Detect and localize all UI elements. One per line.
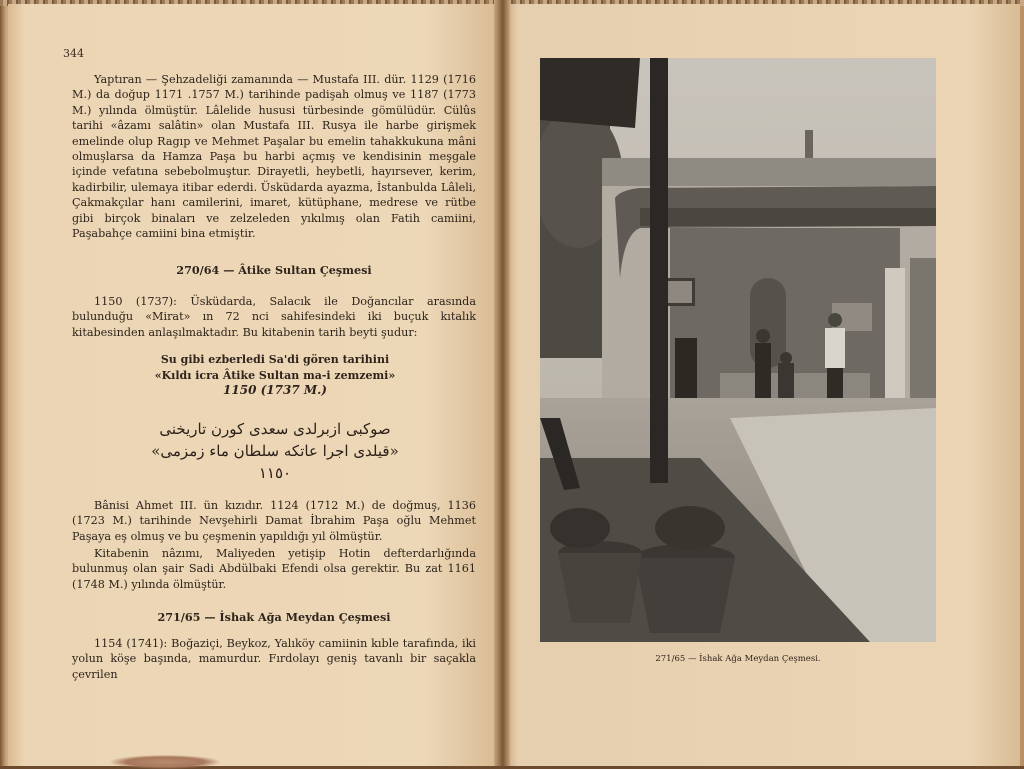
section1-paragraph-2: Bânisi Ahmet III. ün kızıdır. 1124 (1712 M.) de doğmuş, 1136 (1723 M.) tarihinde Nevşehirli Damat İbrahim Paşa oğlu Mehmet Paşaya eş olmuş ve bu çeşmenin yapıldığı yıl ölmüştür.	[72, 499, 476, 543]
fountain-photo-illustration	[540, 58, 936, 642]
ottoman-year: ١١٥٠	[258, 464, 292, 482]
intro-paragraph: Yaptıran — Şehzadeliği zamanında — Mustafa III. dür. 1129 (1716 M.) da doğup 1171 .1757 M.) tarihinde padişah olmuş ve 1187 (1773 M.) yılında ölmüştür. Lâlelide hususi türbesinde gömülüdür. Cülûs tarihi «âzamı salâtin» olan Mustafa III. Rusya ile harbe girişmek emelinde olup Ragıp ve Mehmet Paşalar bu emelin tahakkukuna mâni olmuşlarsa da Hamza Paşa bu harbi açmış ve kendisinin meşgale içinde vefatına sebebolmuştur. Dirayetli, heybetli, hayırsever, kerim, kadirbilir, ulemaya itibar ederdi. Üsküdarda ayazma, İstanbulda Lâleli, Çakmakçılar hanı camilerini, imaret, kütüphane, medrese ve rütbe gibi birçok binaları ve zelzeleden yıkılmış olan Fatih camiini, Paşabahçe camiini bina etmiştir.	[72, 73, 476, 241]
page-number: 344	[63, 47, 84, 60]
verse-line-2: «Kıldı icra Âtike Sultan ma-i zemzemi»	[154, 368, 396, 382]
verse-year: 1150 (1737 M.)	[223, 383, 327, 397]
book-gutter	[494, 0, 510, 766]
verse-line-1: Su gibi ezberledi Sa'di gören tarihini	[160, 353, 390, 366]
section1-paragraph-3: Kitabenin nâzımı, Maliyeden yetişip Hotin defterdarlığında bulunmuş olan şair Sadi Abdülbaki Efendi olsa gerektir. Bu zat 1161 (1748 M.) yılında ölmüştür.	[72, 547, 476, 591]
photo-caption: 271/65 — İshak Ağa Meydan Çeşmesi.	[655, 654, 821, 664]
ottoman-inscription	[150, 418, 400, 484]
fountain-photograph	[540, 58, 936, 642]
section2-paragraph: 1154 (1741): Boğaziçi, Beykoz, Yalıköy camiinin kıble tarafında, iki yolun köşe başında, mamurdur. Fırdolayı geniş tavanlı bir saçakla çevrilen	[72, 637, 476, 681]
section1-paragraph: 1150 (1737): Üsküdarda, Salacık ile Doğancılar arasında bulunduğu «Mirat» ın 72 nci sahifesindeki iki buçuk kıtalık kitabesinden anlaşılmaktadır. Bu kitabenin tarih beyti şudur:	[72, 295, 476, 339]
section-heading-270-64: 270/64 — Âtike Sultan Çeşmesi	[176, 263, 372, 277]
section-heading-271-65: 271/65 — İshak Ağa Meydan Çeşmesi	[157, 610, 391, 624]
ottoman-line-2: «قیلدی اجرا عاتکه سلطان ماء زمزمی»	[151, 442, 399, 460]
ottoman-line-1: صوکبی ازبرلدی سعدی کورن تاریخنی	[159, 420, 391, 438]
inscription-verse	[130, 352, 420, 399]
thumb-shadow	[110, 755, 220, 769]
